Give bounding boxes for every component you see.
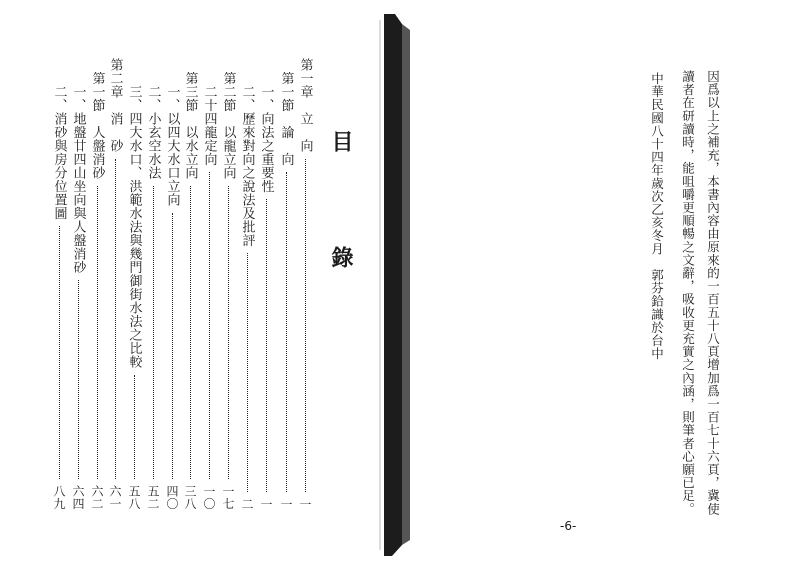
preface-line: 因爲以上之補充，本書內容由原來的一百五十八頁增加爲一百七十六頁，冀使 bbox=[705, 70, 721, 516]
toc-entry: 第二章 消 砂 六一 bbox=[107, 58, 123, 510]
toc-entry: 第一節 人盤消砂 六二 bbox=[89, 58, 105, 510]
toc-entry: 第三節 以水立向 三八 bbox=[182, 58, 198, 510]
toc-entry: 二、歷來對向之說法及批評 二 bbox=[239, 58, 255, 510]
toc-entry: 二、消砂與房分位置圖 八九 bbox=[51, 58, 67, 510]
preface-line: 讀者在研讀時，能咀嚼更順暢之文辭，吸收更充實之內涵，則筆者心願已足。 bbox=[680, 70, 696, 516]
toc-title: 目 錄 bbox=[328, 130, 353, 304]
toc-entry: 一、向法之重要性 一 bbox=[258, 58, 274, 510]
toc-entry: 第二節 以龍立向 一七 bbox=[220, 58, 236, 510]
toc-entry: 第一章 立 向 一 bbox=[297, 58, 313, 510]
toc-entry: 三、四大水口、洪範水法與幾門御街水法之比較 五八 bbox=[126, 58, 142, 510]
toc-entry: 一、以四大水口立向 四〇 bbox=[164, 58, 180, 510]
toc-entry: 二十四龍定向 一〇 bbox=[201, 58, 217, 510]
gutter-edge bbox=[402, 24, 410, 545]
toc-entry: 二、小玄空水法 五二 bbox=[145, 58, 161, 510]
gutter-shadow bbox=[384, 14, 402, 556]
preface-signature: 中華民國八十四年歲次乙亥冬月 郭芬鉿識於台中 bbox=[649, 72, 665, 361]
toc-entry: 第一節 論 向 一 bbox=[278, 58, 294, 510]
page-number: -6- bbox=[560, 519, 577, 533]
toc-entry: 一、地盤廿四山坐向與人盤消砂 六四 bbox=[70, 58, 86, 510]
